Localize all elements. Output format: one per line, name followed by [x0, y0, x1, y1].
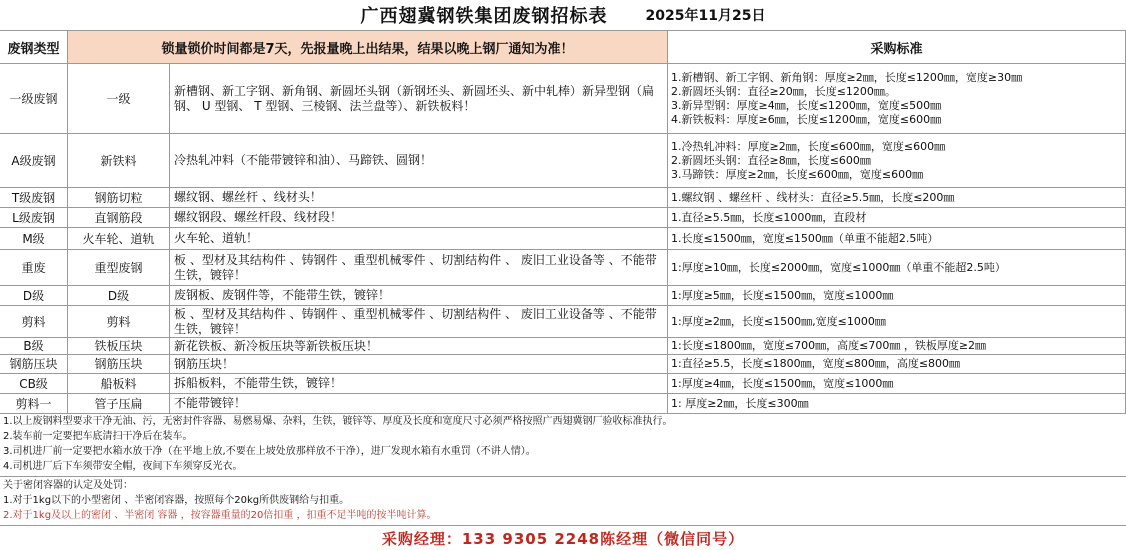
category-cell: 铁板压块 [68, 338, 170, 355]
standard-line: 1.螺纹钢 、螺丝杆 、线材头：直径≥5.5㎜，长度≤200㎜ [671, 190, 955, 204]
items-cell [170, 394, 668, 414]
standard-line: 1.直径≥5.5㎜，长度≤1000㎜，直段材 [671, 210, 867, 224]
divider [0, 476, 1126, 477]
standard-cell [668, 355, 1126, 374]
standard-cell [668, 64, 1126, 134]
purchasing-contact: 采购经理：133 9305 2248陈经理（微信同号） [381, 529, 745, 548]
grade-cell: 重废 [0, 250, 68, 286]
standard-line: 1:厚度≥5㎜，长度≤1500㎜，宽度≤1000㎜ [671, 288, 894, 302]
standard-cell [668, 228, 1126, 250]
items-text: 钢筋压块！ [174, 356, 235, 371]
items-text: 新槽钢、新工字钢、新角钢、新圆坯头钢（新钢坯头、新圆坯头、新中轧棒）新异型钢（扁钢、 U 型钢、 T 型钢、三棱钢、法兰盘等）、新铁板料！ [174, 83, 655, 113]
category-cell: 船板料 [68, 374, 170, 394]
grade-cell: B级 [0, 338, 68, 355]
category-cell: 直钢筋段 [68, 208, 170, 228]
standard-cell [668, 250, 1126, 286]
standard-cell [668, 306, 1126, 338]
grade-cell: 剪料 [0, 306, 68, 338]
note-line: 4.司机进厂后下车须带安全帽，夜间下车须穿反光衣。 [3, 461, 243, 472]
grade-cell: CB级 [0, 374, 68, 394]
items-text: 新花铁板、新冷板压块等新铁板压块！ [174, 338, 379, 353]
category-cell: 重型废钢 [68, 250, 170, 286]
category-cell: 管子压扁 [68, 394, 170, 414]
items-cell [170, 306, 668, 338]
items-text: 拆船板料，不能带生铁，镀锌！ [174, 376, 343, 390]
standard-cell [668, 374, 1126, 394]
standard-line: 1:厚度≥10㎜，长度≤2000㎜，宽度≤1000㎜（单重不能超2.5吨） [671, 260, 1006, 274]
items-text: 冷热轧冲料（不能带镀锌和油）、马蹄铁、圆钢！ [174, 153, 433, 167]
note-line: 1.以上废钢料型要求干净无油、污，无密封件容器、易燃易爆、杂料，生铁，镀锌等、厚度及长度和宽度尺寸必须严格按照广西翅冀钢厂验收标准执行。 [3, 416, 673, 427]
category-cell: 新铁料 [68, 134, 170, 188]
category-cell: 剪料 [68, 306, 170, 338]
items-text: 螺纹钢段、螺丝杆段、线材段！ [174, 210, 343, 224]
sheet-date: 2025年11月25日 [645, 8, 766, 24]
grade-cell: T级废钢 [0, 188, 68, 208]
grade-cell: A级废钢 [0, 134, 68, 188]
standard-line: 1:直径≥5.5，长度≤1800㎜，宽度≤800㎜，高度≤800㎜ [671, 357, 961, 370]
items-cell [170, 134, 668, 188]
standard-line: 3.新异型钢：厚度≥4㎜，长度≤1200㎜，宽度≤500㎜ [671, 98, 942, 112]
items-cell [170, 188, 668, 208]
standard-line: 2.新圆坯头钢：直径≥20㎜，长度≤1200㎜。 [671, 84, 896, 98]
standard-cell [668, 394, 1126, 414]
grade-cell: L级废钢 [0, 208, 68, 228]
container-note-line-warning: 2.对于1kg及以上的密闭 、半密闭 容器 ，按容器重量的20倍扣重 ，扣重不足半吨的按半吨计算。 [3, 510, 437, 521]
notice-banner: 锁量锁价时间都是7天，先报量晚上出结果，结果以晚上钢厂通知为准！ [68, 30, 668, 64]
page-title: 广西翅冀钢铁集团废钢招标表 [360, 6, 608, 27]
items-cell [170, 208, 668, 228]
items-text: 不能带镀锌！ [174, 396, 247, 410]
standard-line: 1:长度≤1800㎜，宽度≤700㎜，高度≤700㎜ ，铁板厚度≥2㎜ [671, 339, 987, 352]
items-text: 板 、型材及其结构件 、铸钢件 、重型机械零件 、切割结构件 、 废旧工业设备等 、不能带生铁，镀锌！ [174, 252, 657, 282]
standard-line: 1:厚度≥2㎜，长度≤1500㎜,宽度≤1000㎜ [671, 314, 886, 328]
standard-line: 1: 厚度≥2㎜，长度≤300㎜ [671, 396, 809, 410]
standard-cell [668, 338, 1126, 355]
note-line: 3.司机进厂前一定要把水箱水放干净（在平地上放,不要在上坡处放那样放不干净），进厂发现水箱有水重罚（不讲人情）。 [3, 446, 536, 457]
note-line: 2.装车前一定要把车底清扫干净后在装车。 [3, 431, 193, 442]
container-notes-title: 关于密闭容器的认定及处罚： [3, 480, 133, 491]
grade-cell: 一级废钢 [0, 64, 68, 134]
category-cell: 钢筋切粒 [68, 188, 170, 208]
category-cell: 钢筋压块 [68, 355, 170, 374]
grade-cell: 剪料一 [0, 394, 68, 414]
standard-line: 1.长度≤1500㎜，宽度≤1500㎜（单重不能超2.5吨） [671, 231, 939, 245]
items-cell [170, 228, 668, 250]
standard-line: 1:厚度≥4㎜，长度≤1500㎜，宽度≤1000㎜ [671, 376, 894, 390]
grade-cell: M级 [0, 228, 68, 250]
items-text: 火车轮、道轨！ [174, 231, 259, 245]
items-cell [170, 374, 668, 394]
category-cell: D级 [68, 286, 170, 306]
col-header-grade: 废钢类型 [0, 30, 68, 64]
grade-cell: D级 [0, 286, 68, 306]
standard-line: 3.马蹄铁：厚度≥2㎜，长度≤600㎜，宽度≤600㎜ [671, 167, 924, 181]
items-text: 废钢板、废钢件等，不能带生铁，镀锌！ [174, 288, 391, 302]
items-cell [170, 250, 668, 286]
items-text: 螺纹钢、螺丝杆 、线材头！ [174, 190, 322, 204]
standard-line: 1.冷热轧冲料：厚度≥2㎜，长度≤600㎜，宽度≤600㎜ [671, 139, 946, 153]
standard-cell [668, 188, 1126, 208]
items-text: 板 、型材及其结构件 、铸钢件 、重型机械零件 、切割结构件 、 废旧工业设备等 、不能带生铁，镀锌！ [174, 306, 657, 336]
items-cell [170, 338, 668, 355]
standard-cell [668, 286, 1126, 306]
grade-cell: 钢筋压块 [0, 355, 68, 374]
items-cell [170, 64, 668, 134]
standard-cell [668, 208, 1126, 228]
title-bar [0, 0, 1126, 30]
standard-line: 1.新槽钢、新工字钢、新角钢：厚度≥2㎜，长度≤1200㎜，宽度≥30㎜ [671, 70, 1023, 84]
category-cell: 一级 [68, 64, 170, 134]
items-cell [170, 355, 668, 374]
category-cell: 火车轮、道轨 [68, 228, 170, 250]
standard-line: 2.新圆坯头钢：直径≥8㎜，长度≤600㎜ [671, 153, 871, 167]
items-cell [170, 286, 668, 306]
container-note-line: 1.对于1kg以下的小型密闭 、半密闭容器，按照每个20kg所供废钢给与扣重。 [3, 495, 350, 506]
standard-line: 4.新铁板料：厚度≥6㎜，长度≤1200㎜，宽度≤600㎜ [671, 112, 942, 126]
col-header-standard: 采购标准 [668, 30, 1126, 64]
standard-cell [668, 134, 1126, 188]
